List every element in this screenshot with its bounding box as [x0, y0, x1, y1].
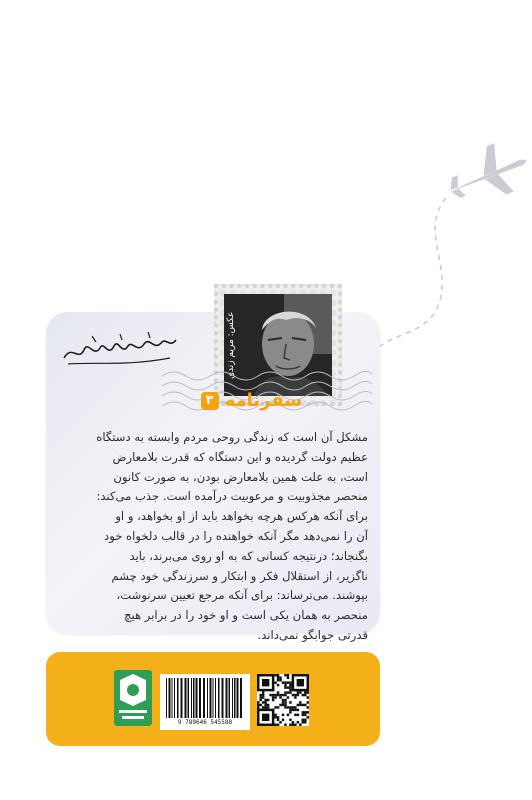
isbn-barcode [160, 674, 250, 730]
airplane-icon [437, 135, 532, 215]
photo-credit: عکس: مریم زندی [226, 311, 236, 379]
series-title [201, 390, 302, 411]
author-signature [58, 328, 180, 372]
publisher-logo [114, 670, 152, 726]
author-portrait [224, 294, 332, 396]
excerpt-line: منحصر به همان یکی است و او خود را در برابر هیچ [124, 608, 368, 623]
excerpt-line: مشکل آن است که زندگی روحی مردم وابسته به دستگاه [96, 430, 368, 444]
excerpt-line: قدرتی جوابگو نمی‌داند. [257, 627, 368, 642]
author-photo [224, 294, 332, 396]
barcode-number: 9 789646 545588 [177, 719, 233, 726]
excerpt-line: عظیم دولت گردیده و این دستگاه که قدرت بلامعارض [112, 449, 368, 464]
qr-code[interactable] [257, 674, 309, 726]
volume-number: ۳ [201, 392, 219, 410]
excerpt-line: است، به علت همین بلامعارض بودن، به صورت کانون [113, 469, 368, 484]
barcode-bars [164, 678, 246, 718]
title-text: سفرنامه [224, 390, 302, 411]
excerpt-text [62, 428, 368, 646]
excerpt-line: بگنجاند؛ درنتیجه کسانی که به او روی می‌برند، باید [129, 548, 368, 563]
excerpt-line: برای آنکه هرکس هرچه بخواهد باید از او بخواهد، و او [115, 509, 368, 524]
excerpt-line: ناگزیر، از استقلال فکر و ابتکار و سرزندگی خود چشم [111, 568, 368, 583]
portrait-stamp [214, 284, 342, 406]
excerpt-line: آن را نمی‌دهد مگر آنکه خواهنده را در قالب دلخواه خود [104, 528, 368, 543]
excerpt-line: بپوشند. می‌ترساند: برای آنکه مرجع تعیین سرنوشت، [116, 588, 368, 603]
excerpt-line: منحصر مجذوبیت و مرعوبیت درآمده است. جذب می‌کند: [96, 489, 368, 504]
